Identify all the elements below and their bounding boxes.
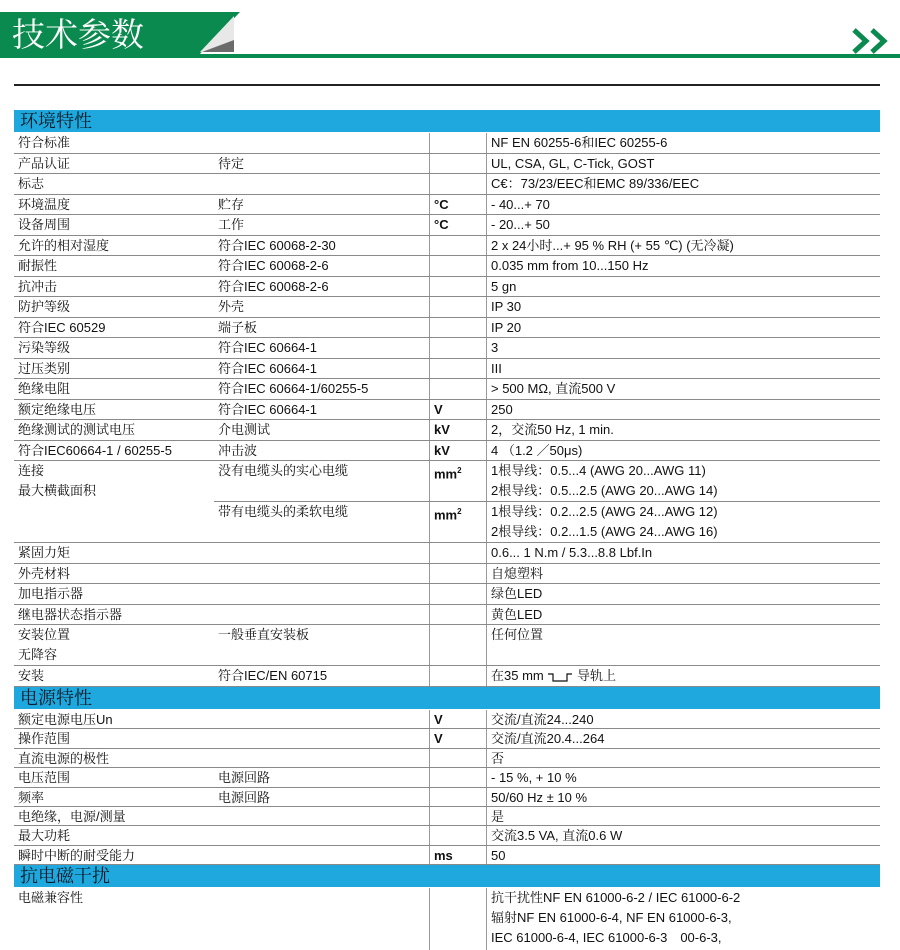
value-cell: 是 [491, 808, 505, 824]
unit-cell [429, 749, 487, 767]
table-row [14, 174, 880, 195]
parameter-cell: 允许的相对湿度 [18, 237, 110, 253]
table-row [14, 236, 880, 257]
title-slant-decoration [196, 12, 240, 58]
connection-value: 2根导线：0.5...2.5 (AWG 20...AWG 14) [491, 483, 718, 498]
table-row [14, 749, 880, 768]
table-row [14, 420, 880, 441]
parameter-cell: 紧固力矩 [18, 545, 71, 560]
condition-cell: 介电测试 [218, 422, 271, 437]
table-row [14, 710, 880, 729]
emc-value: 辐射NF EN 61000-6-4, NF EN 61000-6-3, [491, 910, 732, 926]
unit-cell: °C [429, 195, 487, 215]
table-row [14, 441, 880, 462]
section-header-emc: 抗电磁干扰 [14, 865, 880, 888]
connection-row [14, 461, 880, 543]
unit-cell: °C [429, 215, 487, 235]
unit-cell [429, 584, 487, 604]
table-row [14, 195, 880, 216]
unit-cell: ms [429, 846, 487, 864]
connection-type: 没有电缆头的实心电缆 [218, 463, 349, 478]
unit-cell: V [429, 729, 487, 747]
mounting-value: 任何位置 [491, 627, 544, 642]
condition-cell: 符合IEC 60664-1 [218, 340, 317, 355]
value-cell: 交流3.5 VA, 直流0.6 W [491, 828, 623, 844]
parameter-cell: 瞬时中断的耐受能力 [18, 847, 136, 863]
section-header-power: 电源特性 [14, 687, 880, 710]
condition-cell: 贮存 [218, 196, 245, 212]
value-cell: - 20...+ 50 [491, 217, 550, 232]
header-divider [14, 84, 880, 86]
install-value-pre: 在35 mm [491, 668, 544, 683]
parameter-cell: 防护等级 [18, 299, 71, 314]
condition-cell [214, 584, 429, 604]
condition-cell: 冲击波 [218, 442, 258, 458]
condition-cell: 工作 [218, 217, 245, 232]
value-cell: - 15 %, + 10 % [491, 770, 577, 786]
parameter-cell: 绝缘电阻 [18, 381, 71, 396]
parameter-cell: 抗冲击 [18, 278, 58, 294]
value-cell: 0.6... 1 N.m / 5.3...8.8 Lbf.In [491, 545, 653, 560]
value-cell: 自熄塑料 [491, 565, 544, 581]
unit-cell [429, 174, 487, 194]
value-cell: 4 （1.2 ／50μs) [491, 442, 583, 458]
condition-cell [214, 807, 429, 825]
unit-cell: V [429, 710, 487, 728]
emc-value: IEC 61000-6-4, IEC 61000-6-3 00-6-3, [491, 930, 722, 946]
table-row [14, 768, 880, 787]
unit-cell [429, 379, 487, 399]
table-row [14, 256, 880, 277]
unit-cell: $mm^2$ [429, 461, 487, 501]
condition-cell: 端子板 [218, 319, 258, 335]
table-row [14, 277, 880, 298]
condition-cell [214, 826, 429, 844]
unit-cell [429, 807, 487, 825]
connection-value: 1根导线：0.5...4 (AWG 20...AWG 11) [491, 463, 706, 478]
table-row [14, 564, 880, 585]
connection-label-line: 连接 [18, 463, 45, 478]
unit-cell [429, 236, 487, 256]
emc-condition [214, 888, 429, 950]
condition-cell [214, 846, 429, 864]
table-row [14, 807, 880, 826]
unit-cell: kV [429, 441, 487, 461]
parameter-cell: 符合IEC 60529 [18, 319, 106, 335]
parameter-cell: 额定电源电压Un [18, 712, 113, 727]
connection-values [487, 502, 880, 542]
table-row [14, 788, 880, 807]
condition-cell: 电源回路 [218, 770, 271, 786]
install-value [487, 666, 880, 686]
unit-cell [429, 605, 487, 625]
condition-cell: 符合IEC 60664-1/60255-5 [218, 381, 369, 396]
section-header-environment: 环境特性 [14, 110, 880, 133]
value-cell: III [491, 360, 502, 376]
unit-cell [429, 543, 487, 563]
table-row [14, 584, 880, 605]
double-chevron-right-icon[interactable] [850, 26, 894, 56]
value-cell: 2 x 24小时...+ 95 % RH (+ 55 ℃) (无冷凝) [491, 237, 734, 253]
condition-cell: 符合IEC 60664-1 [218, 360, 317, 376]
value-cell: IP 20 [491, 319, 522, 335]
parameter-cell: 继电器状态指示器 [18, 606, 123, 622]
parameter-cell: 绝缘测试的测试电压 [18, 422, 136, 437]
value-cell: 5 gn [491, 278, 517, 294]
value-cell: 交流/直流24...240 [491, 712, 594, 727]
mounting-label-line: 安装位置 [18, 627, 71, 642]
title-rule [196, 54, 900, 58]
condition-cell [214, 133, 429, 153]
parameter-cell: 设备周围 [18, 217, 71, 232]
value-cell: - 40...+ 70 [491, 196, 550, 212]
connection-value: 1根导线：0.2...2.5 (AWG 24...AWG 12) [491, 504, 718, 519]
table-row [14, 605, 880, 626]
table-row [14, 543, 880, 564]
table-row [14, 215, 880, 236]
parameter-cell: 额定绝缘电压 [18, 401, 97, 417]
value-cell: 250 [491, 401, 513, 417]
unit-cell [429, 564, 487, 584]
mounting-row [14, 625, 880, 666]
condition-cell [214, 605, 429, 625]
parameter-cell: 外壳材料 [18, 565, 71, 581]
condition-cell [214, 174, 429, 194]
parameter-cell: 直流电源的极性 [18, 750, 110, 766]
condition-cell: 符合IEC 60664-1 [218, 401, 317, 417]
condition-cell [214, 564, 429, 584]
unit-cell [429, 666, 487, 686]
condition-cell: 外壳 [218, 299, 245, 314]
table-row [14, 297, 880, 318]
value-cell: 黄色LED [491, 606, 543, 622]
unit-cell: V [429, 400, 487, 420]
value-cell: > 500 MΩ, 直流500 V [491, 381, 616, 396]
unit-cell [429, 133, 487, 153]
page-title: 技术参数 [0, 12, 196, 58]
condition-cell [214, 543, 429, 563]
parameter-cell: 过压类别 [18, 360, 71, 376]
connection-type: 带有电缆头的柔软电缆 [218, 504, 349, 519]
parameter-cell: 电压范围 [18, 770, 71, 786]
connection-values [487, 461, 880, 501]
emc-value: 抗干扰性NF EN 61000-6-2 / IEC 61000-6-2 [491, 890, 741, 906]
parameter-cell: 符合IEC60664-1 / 60255-5 [18, 442, 172, 458]
value-cell: IP 30 [491, 299, 522, 314]
table-row [14, 379, 880, 400]
parameter-cell: 污染等级 [18, 340, 71, 355]
emc-row [14, 888, 880, 950]
parameter-cell: 最大功耗 [18, 828, 71, 844]
unit-cell [429, 256, 487, 276]
table-row [14, 359, 880, 380]
unit-cell [429, 788, 487, 806]
value-cell: NF EN 60255-6和IEC 60255-6 [491, 135, 668, 150]
install-condition: 符合IEC/EN 60715 [218, 668, 328, 683]
mounting-label-line: 无降容 [18, 647, 58, 662]
condition-cell: 符合IEC 60068-2-30 [218, 237, 336, 253]
condition-cell: 电源回路 [218, 789, 271, 805]
unit-cell [429, 625, 487, 665]
value-cell: 2，交流50 Hz, 1 min. [491, 422, 614, 437]
parameter-cell: 电绝缘，电源/测量 [18, 808, 126, 824]
parameter-cell: 标志 [18, 176, 45, 191]
unit-cell [429, 359, 487, 379]
mounting-condition: 一般垂直安装板 [218, 627, 310, 642]
unit-cell: $mm^2$ [429, 502, 487, 542]
value-cell: 50/60 Hz ± 10 % [491, 789, 588, 805]
unit-cell [429, 318, 487, 338]
table-row [14, 400, 880, 421]
value-cell: 50 [491, 847, 506, 863]
connection-label-line: 最大横截面积 [18, 483, 97, 498]
emc-values [487, 888, 880, 950]
table-row [14, 826, 880, 845]
parameter-cell: 环境温度 [18, 196, 71, 212]
table-row [14, 729, 880, 748]
value-cell: 否 [491, 750, 505, 766]
parameter-cell: 频率 [18, 789, 45, 805]
condition-cell [214, 749, 429, 767]
value-cell: 交流/直流20.4...264 [491, 731, 605, 747]
page-header [0, 0, 900, 90]
parameter-cell: 符合标准 [18, 135, 71, 150]
table-row [14, 133, 880, 154]
condition-cell: 待定 [218, 155, 245, 171]
value-cell: 0.035 mm from 10...150 Hz [491, 258, 649, 273]
mounting-label [14, 625, 214, 665]
table-row [14, 338, 880, 359]
din-rail-icon [547, 671, 573, 683]
unit-cell: kV [429, 420, 487, 440]
condition-cell [214, 729, 429, 747]
condition-cell [214, 710, 429, 728]
table-row [14, 318, 880, 339]
install-label: 安装 [18, 668, 45, 683]
unit-cell [429, 277, 487, 297]
parameter-cell: 耐振性 [18, 258, 58, 273]
connection-label [14, 461, 214, 542]
table-row [14, 154, 880, 175]
parameter-cell: 产品认证 [18, 155, 71, 171]
parameter-cell: 操作范围 [18, 731, 71, 747]
value-cell: C€：73/23/EEC和EMC 89/336/EEC [491, 176, 700, 191]
condition-cell: 符合IEC 60068-2-6 [218, 278, 329, 294]
unit-cell [429, 297, 487, 317]
connection-value: 2根导线：0.2...1.5 (AWG 24...AWG 16) [491, 524, 718, 539]
table-row [14, 846, 880, 865]
unit-cell [429, 826, 487, 844]
parameter-cell: 加电指示器 [18, 586, 84, 601]
condition-cell: 符合IEC 60068-2-6 [218, 258, 329, 273]
spec-table [14, 110, 880, 950]
unit-cell [429, 768, 487, 786]
install-row [14, 666, 880, 687]
value-cell: 绿色LED [491, 586, 543, 601]
unit-cell [429, 154, 487, 174]
install-value-post: 导轨上 [576, 668, 616, 683]
value-cell: UL, CSA, GL, C-Tick, GOST [491, 155, 655, 171]
unit-cell [429, 888, 487, 950]
value-cell: 3 [491, 340, 499, 355]
unit-cell [429, 338, 487, 358]
emc-label: 电磁兼容性 [18, 890, 84, 906]
